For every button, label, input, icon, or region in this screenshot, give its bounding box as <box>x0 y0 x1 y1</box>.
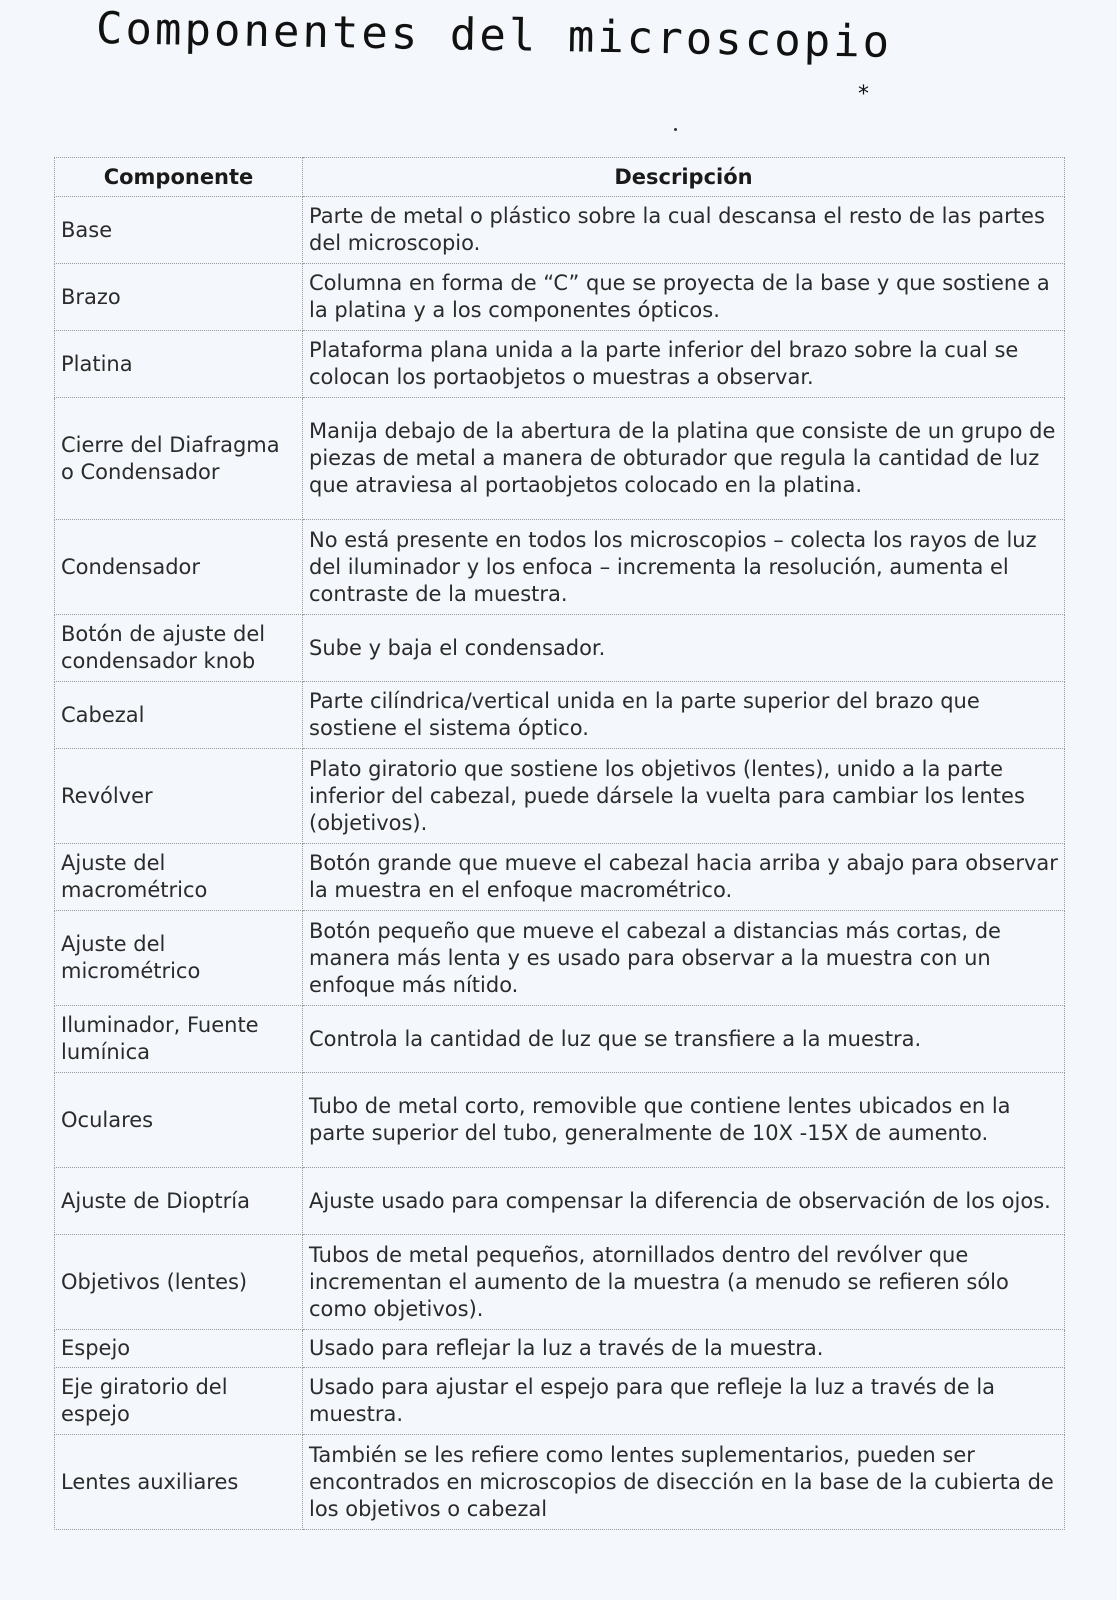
component-cell: Oculares <box>55 1073 303 1168</box>
description-cell: Manija debajo de la abertura de la platina que consiste de un grupo de piezas de metal a manera de obturador que regula la cantidad de luz que atraviesa al portaobjetos colocado en la platina. <box>303 398 1065 520</box>
description-cell: Usado para reflejar la luz a través de la muestra. <box>303 1330 1065 1368</box>
header-description: Descripción <box>303 158 1065 197</box>
description-cell: Parte cilíndrica/vertical unida en la parte superior del brazo que sostiene el sistema óptico. <box>303 682 1065 749</box>
scan-speck <box>674 128 677 131</box>
component-cell: Condensador <box>55 520 303 615</box>
component-cell: Botón de ajuste del condensador knob <box>55 615 303 682</box>
table-row <box>55 1435 1065 1530</box>
description-cell: Plataforma plana unida a la parte inferior del brazo sobre la cual se colocan los portaobjetos o muestras a observar. <box>303 331 1065 398</box>
description-cell: Ajuste usado para compensar la diferencia de observación de los ojos. <box>303 1168 1065 1235</box>
component-cell: Lentes auxiliares <box>55 1435 303 1530</box>
component-cell: Base <box>55 197 303 264</box>
table-row <box>55 615 1065 682</box>
table-row <box>55 1168 1065 1235</box>
component-cell: Espejo <box>55 1330 303 1368</box>
table-row <box>55 682 1065 749</box>
table-row <box>55 911 1065 1006</box>
table-header-row <box>55 158 1065 197</box>
component-cell: Platina <box>55 331 303 398</box>
description-cell: Botón pequeño que mueve el cabezal a distancias más cortas, de manera más lenta y es usado para observar a la muestra con un enfoque más nítido. <box>303 911 1065 1006</box>
component-cell: Ajuste del macrométrico <box>55 844 303 911</box>
components-table <box>54 157 1065 1530</box>
component-cell: Eje giratorio del espejo <box>55 1368 303 1435</box>
description-cell: Botón grande que mueve el cabezal hacia arriba y abajo para observar la muestra en el enfoque macrométrico. <box>303 844 1065 911</box>
description-cell: Tubo de metal corto, removible que contiene lentes ubicados en la parte superior del tubo, generalmente de 10X -15X de aumento. <box>303 1073 1065 1168</box>
header-component: Componente <box>55 158 303 197</box>
component-cell: Brazo <box>55 264 303 331</box>
title-mark: * <box>858 82 869 107</box>
description-cell: Parte de metal o plástico sobre la cual descansa el resto de las partes del microscopio. <box>303 197 1065 264</box>
description-cell: Controla la cantidad de luz que se transfiere a la muestra. <box>303 1006 1065 1073</box>
component-cell: Ajuste de Dioptría <box>55 1168 303 1235</box>
table-row <box>55 264 1065 331</box>
table-row <box>55 1073 1065 1168</box>
description-cell: Sube y baja el condensador. <box>303 615 1065 682</box>
table-row <box>55 844 1065 911</box>
table-row <box>55 1368 1065 1435</box>
description-cell: Columna en forma de “C” que se proyecta de la base y que sostiene a la platina y a los componentes ópticos. <box>303 264 1065 331</box>
component-cell: Iluminador, Fuente lumínica <box>55 1006 303 1073</box>
component-cell: Objetivos (lentes) <box>55 1235 303 1330</box>
component-cell: Cierre del Diafragma o Condensador <box>55 398 303 520</box>
description-cell: También se les refiere como lentes suplementarios, pueden ser encontrados en microscopios de disección en la base de la cubierta de los objetivos o cabezal <box>303 1435 1065 1530</box>
table-row <box>55 197 1065 264</box>
table-row <box>55 398 1065 520</box>
component-cell: Ajuste del micrométrico <box>55 911 303 1006</box>
table-row <box>55 331 1065 398</box>
table-row <box>55 749 1065 844</box>
description-cell: No está presente en todos los microscopios – colecta los rayos de luz del iluminador y los enfoca – incrementa la resolución, aumenta el contraste de la muestra. <box>303 520 1065 615</box>
description-cell: Tubos de metal pequeños, atornillados dentro del revólver que incrementan el aumento de la muestra (a menudo se refieren sólo como objetivos). <box>303 1235 1065 1330</box>
component-cell: Cabezal <box>55 682 303 749</box>
table-row <box>55 1006 1065 1073</box>
description-cell: Plato giratorio que sostiene los objetivos (lentes), unido a la parte inferior del cabezal, puede dársele la vuelta para cambiar los lentes (objetivos). <box>303 749 1065 844</box>
table-row <box>55 520 1065 615</box>
component-cell: Revólver <box>55 749 303 844</box>
table-row <box>55 1235 1065 1330</box>
page-title: Componentes del microscopio <box>95 3 893 68</box>
table-row <box>55 1330 1065 1368</box>
description-cell: Usado para ajustar el espejo para que refleje la luz a través de la muestra. <box>303 1368 1065 1435</box>
